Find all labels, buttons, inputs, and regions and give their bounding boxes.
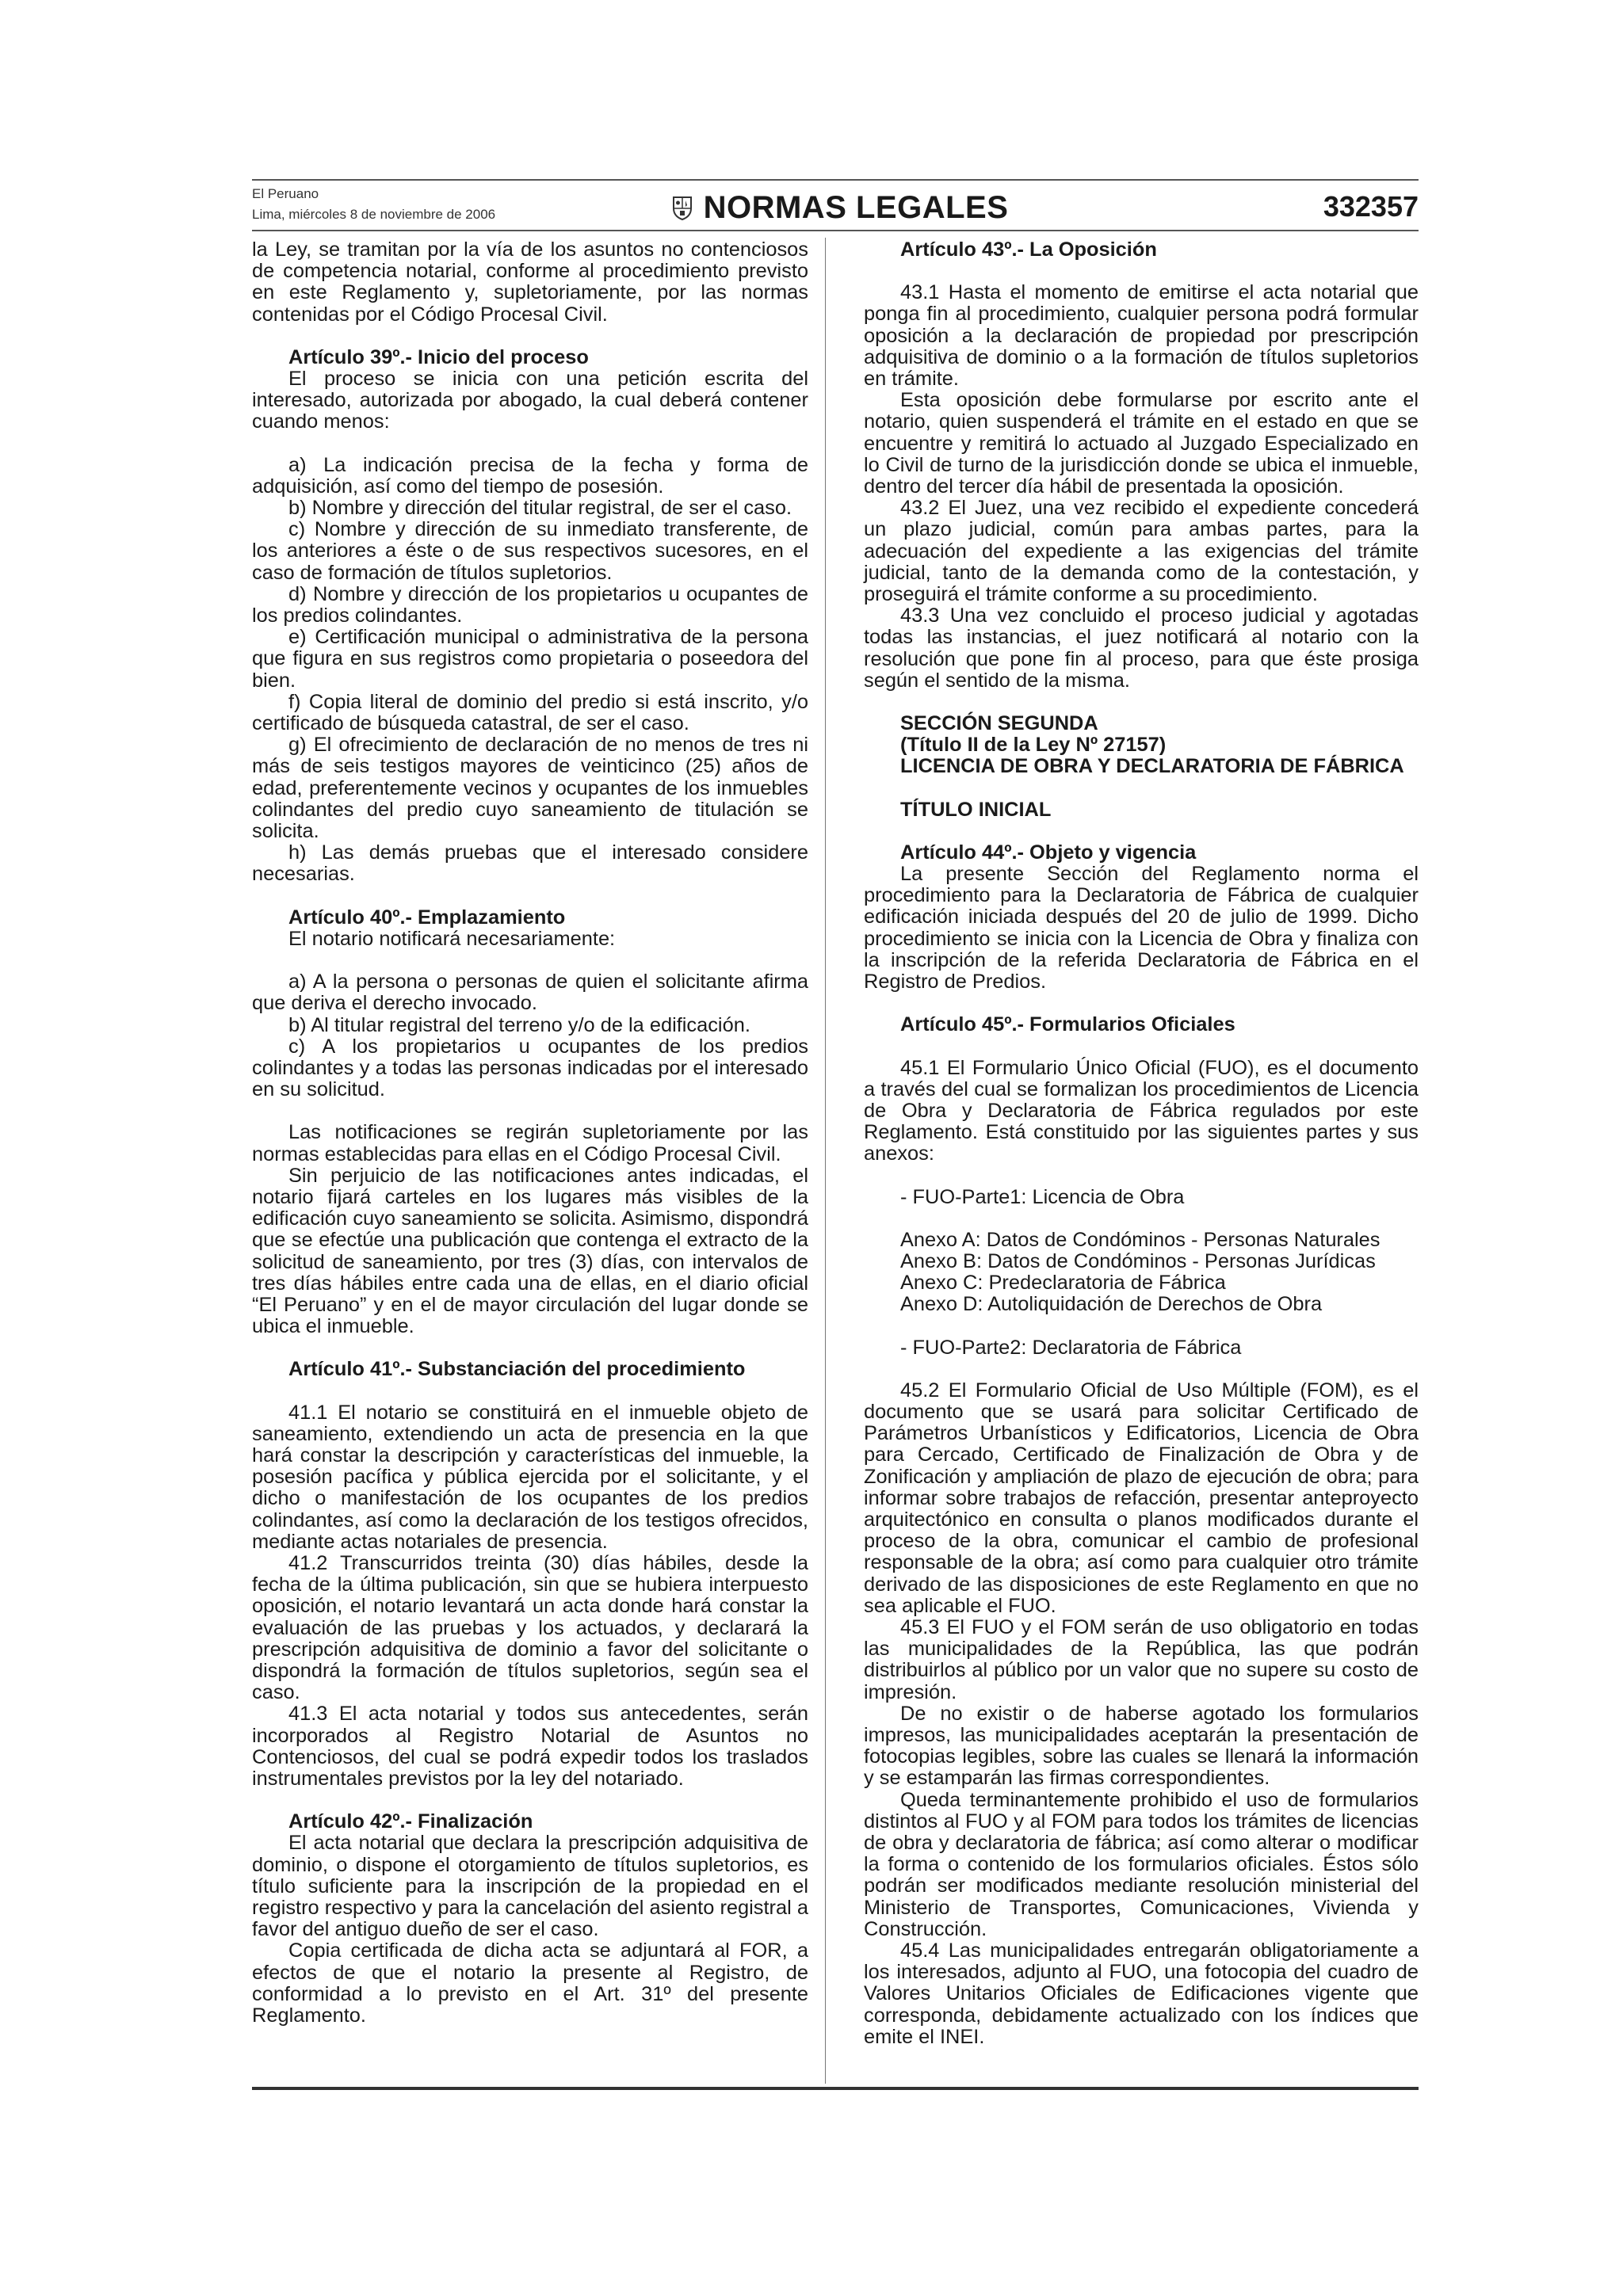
paragraph: 43.1 Hasta el momento de emitirse el acta notarial que ponga fin al procedimiento, cualquier persona podrá formular oposición a la declaración de propiedad por prescripción adquisitiva de dominio o a la formación de títulos supletorios en trámite. [864,281,1419,391]
peru-coat-of-arms-icon [669,194,696,221]
right-column [864,239,1419,2048]
list-item: Anexo D: Autoliquidación de Derechos de Obra [900,1293,1323,1316]
paragraph: El acta notarial que declara la prescripción adquisitiva de dominio, o dispone el otorgamiento de títulos supletorios, es título suficiente para la inscripción de la propiedad en el registro respectivo y para la cancelación del asiento registral a favor del antiguo dueño de ser el caso. [252,1832,808,1941]
left-column [252,239,808,2027]
paragraph: Queda terminantemente prohibido el uso de formularios distintos al FUO y al FOM para todos los trámites de licencias de obra y declaratoria de fábrica; así como alterar o modificar la forma o contenido de los formularios oficiales. Éstos sólo podrán ser modificados mediante resolución ministerial del Ministerio de Transportes, Comunicaciones, Vivienda y Construcción. [864,1788,1419,1940]
section-title-text: NORMAS LEGALES [703,190,1009,225]
paragraph: El notario notificará necesariamente: [288,927,616,950]
list-item: e) Certificación municipal o administrativa de la persona que figura en sus registros como propietaria o poseedora del bien. [252,626,808,692]
paragraph: La presente Sección del Reglamento norma el procedimiento para la Declaratoria de Fábrica de cualquier edificación iniciada después del 20 de julio de 1999. Dicho procedimiento se inicia con la Licencia de Obra y finaliza con la inscripción de la referida Declaratoria de Fábrica en el Registro de Predios. [864,863,1419,994]
list-item: g) El ofrecimiento de declaración de no menos de tres ni más de seis testigos mayores de veinticinco (25) años de edad, preferentemente vecinos y ocupantes de los inmuebles colindantes del predio cuyo saneamiento de titulación se solicita. [252,734,808,843]
paragraph: 45.3 El FUO y el FOM serán de uso obligatorio en todas las municipalidades de la República, las que podrán distribuirlos al público por un valor que no supere su costo de impresión. [864,1615,1419,1703]
section-name: LICENCIA DE OBRA Y DECLARATORIA DE FÁBRICA [900,755,1404,778]
paragraph: 45.2 El Formulario Oficial de Uso Múltiple (FOM), es el documento que se usará para solicitar Certificado de Parámetros Urbanísticos y Edificatorios, Licencia de Obra para Cercado, Certificado de Finalización de Obra y de Zonificación y ampliación de plazo de ejecución de obra; para informar sobre trabajos de refacción, presentar anteproyecto arquitectónico en consulta o planos modificados durante el proceso de la obra, comunicar el cambio de profesional responsable de la obra; así como para cualquier otro trámite derivado de las disposiciones de este Reglamento en que no sea aplicable el FUO. [864,1379,1419,1617]
page-number: 332357 [1323,190,1419,223]
paragraph: 43.2 El Juez, una vez recibido el expediente concederá un plazo judicial, común para ambas partes, para la adecuación del expediente a las exigencias del trámite judicial, tanto de la demanda como de la contestación, y proseguirá el trámite conforme a su procedimiento. [864,497,1419,606]
article-41-title: Artículo 41º.- Substanciación del procedimiento [288,1358,746,1381]
section-title [648,190,1029,226]
paragraph: 41.1 El notario se constituirá en el inmueble objeto de saneamiento, extendiendo un acta de presencia en la que hará constar la descripción y características del inmueble, la posesión pacífica y pública ejercida por el solicitante, y el dicho o manifestación de los ocupantes de los predios colindantes, así como la declaración de los testigos ofrecidos, mediante actas notariales de presencia. [252,1401,808,1553]
article-44-title: Artículo 44º.- Objeto y vigencia [900,841,1197,864]
paragraph: 43.3 Una vez concluido el proceso judicial y agotadas todas las instancias, el juez notificará al notario con la resolución que pone fin al proceso, para que éste prosiga según el sentido de la misma. [864,605,1419,692]
publication-name: El Peruano [252,186,319,201]
list-item: h) Las demás pruebas que el interesado considere necesarias. [252,841,808,886]
paragraph: 45.4 Las municipalidades entregarán obligatoriamente a los interesados, adjunto al FUO, una fotocopia del cuadro de Valores Unitarios Oficiales de Edificaciones vigente que corresponda, debidamente actualizado con los índices que emite el INEI. [864,1939,1419,2048]
paragraph: 45.1 El Formulario Único Oficial (FUO), es el documento a través del cual se formalizan los procedimientos de Licencia de Obra y Declaratoria de Fábrica regulados por este Reglamento. Está constituido por las siguientes partes y sus anexos: [864,1056,1419,1165]
column-divider [825,238,826,2084]
list-item: - FUO-Parte1: Licencia de Obra [900,1185,1185,1208]
list-item: f) Copia literal de dominio del predio si está inscrito, y/o certificado de búsqueda catastral, de ser el caso. [252,690,808,735]
list-item: a) La indicación precisa de la fecha y forma de adquisición, así como del tiempo de posesión. [252,453,808,498]
list-item: c) Nombre y dirección de su inmediato transferente, de los anteriores a éste o de sus respectivos sucesores, en el caso de formación de títulos supletorios. [252,518,808,584]
article-42-title: Artículo 42º.- Finalización [288,1810,533,1833]
paragraph: Esta oposición debe formularse por escrito ante el notario, quien suspenderá el trámite en el estado en que se encuentre y remitirá lo actuado al Juzgado Especializado en lo Civil de turno de la jurisdicción donde se ubica el inmueble, dentro del tercer día hábil de presentada la oposición. [864,389,1419,498]
list-item: c) A los propietarios u ocupantes de los predios colindantes y a todas las personas indicadas por el interesado en su solicitud. [252,1035,808,1101]
paragraph: Copia certificada de dicha acta se adjuntará al FOR, a efectos de que el notario la presente al Registro, de conformidad a lo previsto en el Art. 31º del presente Reglamento. [252,1939,808,2027]
paragraph: Las notificaciones se regirán supletoriamente por las normas establecidas para ellas en el Código Procesal Civil. [252,1121,808,1165]
article-45-title: Artículo 45º.- Formularios Oficiales [900,1013,1235,1036]
list-item: a) A la persona o personas de quien el solicitante afirma que deriva el derecho invocado. [252,971,808,1015]
paragraph: 41.2 Transcurridos treinta (30) días hábiles, desde la fecha de la última publicación, sin que se hubiera interpuesto oposición, el notario levantará un acta donde hará constar la evaluación de las pruebas y los actuados, y declarará la prescripción adquisitiva de dominio a favor del solicitante o dispondrá la formación de títulos supletorios, según sea el caso. [252,1551,808,1704]
footer-rule [252,2087,1419,2090]
page-header [252,184,1419,228]
section-heading: SECCIÓN SEGUNDA [900,712,1098,735]
list-item: Anexo B: Datos de Condóminos - Personas Jurídicas [900,1249,1376,1272]
list-item: b) Al titular registral del terreno y/o de la edificación. [288,1013,750,1036]
paragraph: 41.3 El acta notarial y todos sus antecedentes, serán incorporados al Registro Notarial de Asuntos no Contenciosos, del cual se podrá expedir todos los traslados instrumentales previstos por la ley del notariado. [252,1703,808,1790]
article-40-title: Artículo 40º.- Emplazamiento [288,906,566,929]
section-subheading: (Título II de la Ley Nº 27157) [900,734,1167,757]
article-39-title: Artículo 39º.- Inicio del proceso [288,345,589,368]
list-item: - FUO-Parte2: Declaratoria de Fábrica [900,1336,1242,1359]
list-item: d) Nombre y dirección de los propietarios u ocupantes de los predios colindantes. [252,582,808,627]
list-item: b) Nombre y dirección del titular registral, de ser el caso. [288,497,792,520]
paragraph: De no existir o de haberse agotado los formularios impresos, las municipalidades aceptarán la presentación de fotocopias legibles, sobre las cuales se llenará la información y se estamparán las firmas correspondientes. [864,1702,1419,1790]
publication-date: Lima, miércoles 8 de noviembre de 2006 [252,207,496,222]
paragraph: El proceso se inicia con una petición escrita del interesado, autorizada por abogado, la cual deberá contener cuando menos: [252,368,808,433]
header-bottom-rule [252,230,1419,231]
header-publication-info [252,184,495,225]
titulo-inicial-heading: TÍTULO INICIAL [900,798,1052,821]
paragraph: la Ley, se tramitan por la vía de los asuntos no contenciosos de competencia notarial, conforme al procedimiento previsto en este Reglamento y, supletoriamente, por las normas contenidas por el Código Procesal Civil. [252,238,808,326]
article-43-title: Artículo 43º.- La Oposición [900,238,1157,261]
list-item: Anexo A: Datos de Condóminos - Personas Naturales [900,1228,1381,1251]
paragraph: Sin perjuicio de las notificaciones antes indicadas, el notario fijará carteles en los lugares más visibles de la edificación cuyo saneamiento se solicita. Asimismo, dispondrá que se efectúe una publicación que contenga el extracto de la solicitud de saneamiento, por tres (3) días, con intervalos de tres días hábiles entre cada una de ellas, en el diario oficial “El Peruano” y en el de mayor circulación del lugar donde se ubica el inmueble. [252,1164,808,1338]
header-top-rule [252,179,1419,181]
list-item: Anexo C: Predeclaratoria de Fábrica [900,1272,1226,1295]
